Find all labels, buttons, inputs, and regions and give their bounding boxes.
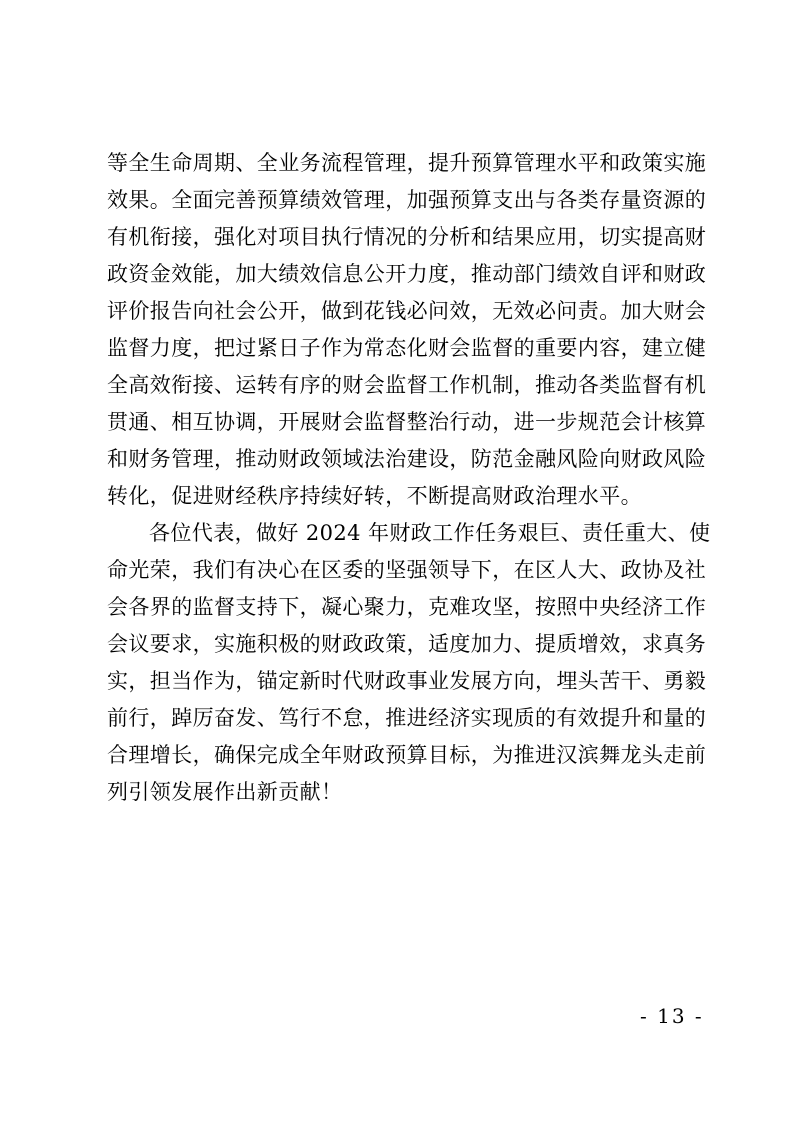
text-line: 列引领发展作出新贡献！ <box>107 780 343 804</box>
paragraph-2 <box>107 515 711 811</box>
paragraph-1 <box>107 145 707 515</box>
text-line: 贯通、相互协调，开展财会监督整治行动，进一步规范会计核算 <box>107 410 707 434</box>
text-line: 实，担当作为，锚定新时代财政事业发展方向，埋头苦干、勇毅 <box>107 669 707 693</box>
page-number: - 13 - <box>640 1004 704 1028</box>
text-line: 全高效衔接、运转有序的财会监督工作机制，推动各类监督有机 <box>107 373 707 397</box>
text-line: 效果。全面完善预算绩效管理，加强预算支出与各类存量资源的 <box>107 188 707 212</box>
text-line: 前行，踔厉奋发、笃行不怠，推进经济实现质的有效提升和量的 <box>107 706 707 730</box>
text-line: 合理增长，确保完成全年财政预算目标，为推进汉滨舞龙头走前 <box>107 743 707 767</box>
text-line: 评价报告向社会公开，做到花钱必问效，无效必问责。加大财会 <box>107 299 707 323</box>
text-line: 命光荣，我们有决心在区委的坚强领导下，在区人大、政协及社 <box>107 558 707 582</box>
text-line: 有机衔接，强化对项目执行情况的分析和结果应用，切实提高财 <box>107 225 707 249</box>
text-line: 各位代表，做好 2024 年财政工作任务艰巨、责任重大、使 <box>149 521 711 545</box>
text-line: 监督力度，把过紧日子作为常态化财会监督的重要内容，建立健 <box>107 336 707 360</box>
text-line: 和财务管理，推动财政领域法治建设，防范金融风险向财政风险 <box>107 447 707 471</box>
text-line: 转化，促进财经秩序持续好转，不断提高财政治理水平。 <box>107 484 642 508</box>
text-line: 等全生命周期、全业务流程管理，提升预算管理水平和政策实施 <box>107 151 707 175</box>
text-line: 政资金效能，加大绩效信息公开力度，推动部门绩效自评和财政 <box>107 262 707 286</box>
body-text <box>107 145 711 811</box>
text-line: 会各界的监督支持下，凝心聚力，克难攻坚，按照中央经济工作 <box>107 595 707 619</box>
text-line: 会议要求，实施积极的财政政策，适度加力、提质增效，求真务 <box>107 632 707 656</box>
